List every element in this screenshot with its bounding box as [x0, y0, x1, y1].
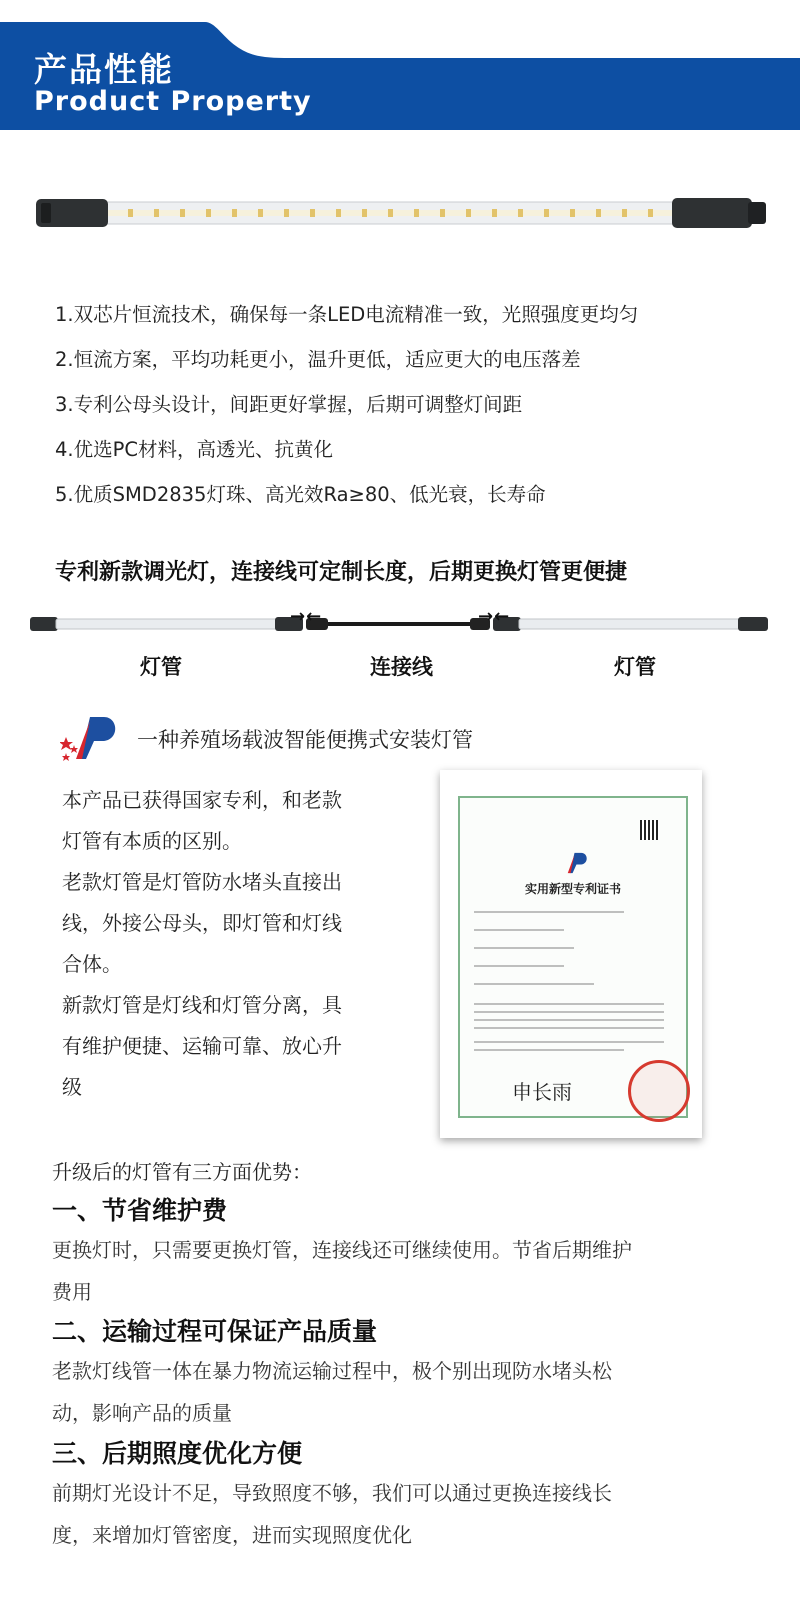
led-bead	[622, 209, 627, 217]
led-bead	[414, 209, 419, 217]
led-bead	[154, 209, 159, 217]
led-bead	[336, 209, 341, 217]
led-bead	[648, 209, 653, 217]
led-bead	[466, 209, 471, 217]
description-line: 新款灯管是灯线和灯管分离，具	[62, 993, 342, 1017]
feature-item: 4.优选PC材料，高透光、抗黄化	[55, 438, 333, 461]
led-bead	[258, 209, 263, 217]
advantage-heading: 三、后期照度优化方便	[52, 1439, 303, 1468]
certificate-signature: 申长雨	[512, 1080, 572, 1104]
led-bead	[128, 209, 133, 217]
advantage-text: 费用	[52, 1280, 92, 1304]
label-tube-right: 灯管	[614, 655, 656, 679]
feature-list	[55, 292, 775, 517]
advantage-block	[52, 1314, 752, 1434]
led-bead	[596, 209, 601, 217]
patent-description	[62, 780, 402, 1108]
advantage-text: 动，影响产品的质量	[52, 1401, 232, 1425]
led-bead	[388, 209, 393, 217]
led-bead	[180, 209, 185, 217]
led-tube-image	[36, 196, 766, 230]
led-bead	[518, 209, 523, 217]
led-bead	[310, 209, 315, 217]
header-title-cn: 产品性能	[34, 50, 174, 89]
header-title-en: Product Property	[34, 86, 312, 117]
advantage-text: 老款灯线管一体在暴力物流运输过程中，极个别出现防水堵头松	[52, 1359, 612, 1383]
led-bead	[206, 209, 211, 217]
advantages-intro: 升级后的灯管有三方面优势：	[52, 1160, 312, 1184]
feature-item: 5.优质SMD2835灯珠、高光效Ra≥80、低光衰，长寿命	[55, 483, 546, 506]
advantage-text: 前期灯光设计不足，导致照度不够，我们可以通过更换连接线长	[52, 1481, 612, 1505]
led-bead	[362, 209, 367, 217]
led-bead	[492, 209, 497, 217]
advantage-heading: 二、运输过程可保证产品质量	[52, 1317, 378, 1346]
led-bead	[284, 209, 289, 217]
description-line: 级	[62, 1075, 82, 1099]
cnipa-logo-icon	[60, 713, 122, 763]
led-bead	[232, 209, 237, 217]
feature-item: 3.专利公母头设计，间距更好掌握，后期可调整灯间距	[55, 393, 523, 416]
connect-arrows-left: →←	[290, 606, 323, 627]
certificate-heading: 实用新型专利证书	[524, 882, 621, 896]
led-bead	[570, 209, 575, 217]
certificate-frame	[458, 796, 688, 1118]
description-line: 线，外接公母头，即灯管和灯线	[62, 911, 342, 935]
qr-code-icon	[640, 820, 660, 840]
patent-title: 一种养殖场载波智能便携式安装灯管	[137, 728, 473, 752]
label-tube-left: 灯管	[140, 655, 182, 679]
advantage-heading: 一、节省维护费	[52, 1196, 228, 1225]
description-line: 本产品已获得国家专利，和老款	[62, 788, 342, 812]
promo-headline: 专利新款调光灯，连接线可定制长度，后期更换灯管更便捷	[55, 560, 628, 585]
certificate-text-lines	[474, 908, 670, 1058]
advantage-text: 度，来增加灯管密度，进而实现照度优化	[52, 1523, 412, 1547]
feature-item: 1.双芯片恒流技术，确保每一条LED电流精准一致，光照强度更均匀	[55, 303, 639, 326]
certificate-logo-icon	[560, 850, 590, 876]
led-bead	[440, 209, 445, 217]
led-bead	[544, 209, 549, 217]
description-line: 老款灯管是灯管防水堵头直接出	[62, 870, 342, 894]
description-line: 有维护便捷、运输可靠、放心升	[62, 1034, 342, 1058]
patent-certificate-image	[440, 770, 702, 1138]
label-cable: 连接线	[370, 655, 433, 679]
connect-arrows-right: →←	[478, 606, 511, 627]
description-line: 灯管有本质的区别。	[62, 829, 242, 853]
official-seal-icon	[628, 1060, 690, 1122]
advantage-text: 更换灯时，只需要更换灯管，连接线还可继续使用。节省后期维护	[52, 1238, 632, 1262]
description-line: 合体。	[62, 952, 122, 976]
feature-item: 2.恒流方案，平均功耗更小，温升更低，适应更大的电压落差	[55, 348, 581, 371]
advantage-block	[52, 1193, 752, 1313]
advantage-block	[52, 1436, 752, 1556]
